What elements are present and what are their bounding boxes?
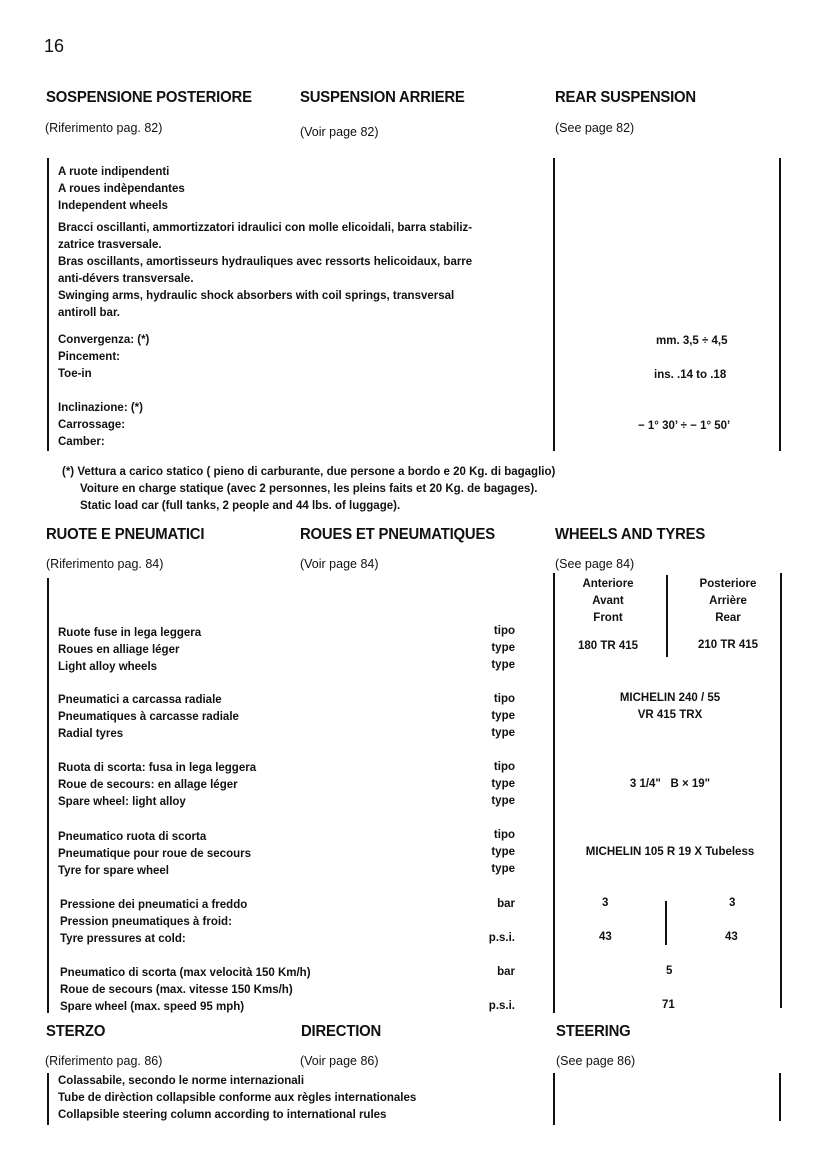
rear-wheel-value: 210 TR 415 xyxy=(697,639,759,651)
row-label: Pneumatici a carcassa radiale xyxy=(58,694,222,706)
row-label: Roues en alliage léger xyxy=(58,644,180,656)
toe-mm: mm. 3,5 ÷ 4,5 xyxy=(656,335,728,347)
heading-steering: STEERING xyxy=(556,1023,631,1040)
desc-line: anti-dévers transversale. xyxy=(58,273,194,285)
ref-fr: (Voir page 82) xyxy=(300,125,379,139)
toe-labels xyxy=(58,332,149,383)
rule-right xyxy=(779,1073,781,1121)
rule-left xyxy=(47,158,49,451)
front-header-line: Avant xyxy=(592,595,624,607)
desc-line: antiroll bar. xyxy=(58,307,120,319)
steering-line: Tube de dirèction collapsible conforme aux règles internationales xyxy=(58,1092,417,1104)
row-unit: bar xyxy=(497,966,515,978)
row-unit: p.s.i. xyxy=(488,932,515,944)
row-label: Tyre for spare wheel xyxy=(58,865,169,877)
row-unit: type xyxy=(491,846,515,858)
toe-label: Convergenza: (*) xyxy=(58,334,150,346)
rear-header-line: Rear xyxy=(715,612,741,624)
heading-wheels-and-tyres: WHEELS AND TYRES xyxy=(555,526,706,543)
ref-it: (Riferimento pag. 82) xyxy=(45,121,163,135)
row-unit: bar xyxy=(497,898,515,910)
desc-line: Swinging arms, hydraulic shock absorbers with coil springs, transversal xyxy=(58,290,455,302)
toe-label: Pincement: xyxy=(58,351,120,363)
desc-lines xyxy=(58,220,472,322)
spare-pressure-psi: 71 xyxy=(662,999,675,1011)
row-unit: type xyxy=(491,795,515,807)
spare-pressure-bar: 5 xyxy=(666,965,673,977)
heading-suspension-arriere: SUSPENSION ARRIERE xyxy=(300,89,465,106)
footnote-line: (*) Vettura a carico statico ( pieno di carburante, due persone a bordo e 20 Kg. di bagaglio) xyxy=(62,466,556,478)
row-labels xyxy=(58,829,251,880)
row-label: Radial tyres xyxy=(58,728,124,740)
row-label: Pression pneumatiques à froid: xyxy=(60,916,232,928)
desc-line: Bras oscillants, amortisseurs hydrauliques avec ressorts helicoidaux, barre xyxy=(58,256,473,268)
row-units xyxy=(470,827,515,878)
type-line: Independent wheels xyxy=(58,200,168,212)
row-unit: type xyxy=(491,659,515,671)
rule-right xyxy=(779,158,781,451)
rear-header-line: Arrière xyxy=(709,595,747,607)
rear-pressure-bar: 3 xyxy=(729,897,736,909)
heading-direction: DIRECTION xyxy=(301,1023,382,1040)
ref-it: (Riferimento pag. 84) xyxy=(46,557,164,571)
row-label: Pressione dei pneumatici a freddo xyxy=(60,899,248,911)
front-wheel-value: 180 TR 415 xyxy=(577,640,639,652)
rear-pressure-psi: 43 xyxy=(725,931,738,943)
row-label: Ruota di scorta: fusa in lega leggera xyxy=(58,762,257,774)
desc-line: zatrice trasversale. xyxy=(58,239,162,251)
row-unit: tipo xyxy=(493,693,515,705)
rule-left xyxy=(47,578,49,1013)
desc-line: Bracci oscillanti, ammortizzatori idraulici con molle elicoidali, barra stabiliz- xyxy=(58,222,473,234)
row-label: Spare wheel (max. speed 95 mph) xyxy=(60,1001,245,1013)
row-label: Pneumatique pour roue de secours xyxy=(58,848,251,860)
steering-lines xyxy=(58,1073,416,1124)
ref-en: (See page 84) xyxy=(555,557,635,571)
ref-en: (See page 86) xyxy=(556,1054,636,1068)
row-label: Pneumatiques à carcasse radiale xyxy=(58,711,239,723)
row-label: Pneumatico di scorta (max velocità 150 Km/h) xyxy=(60,967,311,979)
heading-roues-et-pneumatiques: ROUES ET PNEUMATIQUES xyxy=(300,526,495,543)
row-labels xyxy=(58,760,256,811)
type-lines xyxy=(58,164,185,215)
type-line: A ruote indipendenti xyxy=(58,166,170,178)
row-label: Tyre pressures at cold: xyxy=(60,933,186,945)
front-header xyxy=(556,576,660,627)
camber-label: Camber: xyxy=(58,436,105,448)
column-divider xyxy=(666,575,668,657)
row-unit: tipo xyxy=(493,829,515,841)
rule-mid xyxy=(553,1073,555,1125)
heading-sterzo: STERZO xyxy=(46,1023,106,1040)
ref-it: (Riferimento pag. 86) xyxy=(45,1054,163,1068)
type-line: A roues indèpendantes xyxy=(58,183,185,195)
row-labels xyxy=(58,625,201,676)
steering-line: Colassabile, secondo le norme internazionali xyxy=(58,1075,305,1087)
row-unit: type xyxy=(491,778,515,790)
front-pressure-psi: 43 xyxy=(599,931,612,943)
rear-header-line: Posteriore xyxy=(699,578,757,590)
row-units xyxy=(470,623,515,674)
ref-en: (See page 82) xyxy=(555,121,635,135)
row-label: Roue de secours: en allage léger xyxy=(58,779,238,791)
front-header-line: Front xyxy=(593,612,623,624)
spare-tyre-value: MICHELIN 105 R 19 X Tubeless xyxy=(585,846,755,858)
radial-tyre-line: MICHELIN 240 / 55 xyxy=(619,692,721,704)
front-header-line: Anteriore xyxy=(582,578,634,590)
row-unit: type xyxy=(491,863,515,875)
ref-fr: (Voir page 86) xyxy=(300,1054,379,1068)
footnote-line: Static load car (full tanks, 2 people and 44 lbs. of luggage). xyxy=(80,500,401,512)
row-label: Pneumatico ruota di scorta xyxy=(58,831,207,843)
footnote-line: Voiture en charge statique (avec 2 personnes, les pleins faits et 20 Kg. de bagages). xyxy=(80,483,538,495)
rear-header xyxy=(672,576,784,627)
row-labels xyxy=(58,692,239,743)
spare-wheel-value: 3 1/4" B × 19" xyxy=(629,778,711,790)
row-unit: tipo xyxy=(493,625,515,637)
row-label: Spare wheel: light alloy xyxy=(58,796,186,808)
toe-label: Toe-in xyxy=(58,368,92,380)
row-label: Light alloy wheels xyxy=(58,661,158,673)
steering-line: Collapsible steering column according to international rules xyxy=(58,1109,387,1121)
row-unit: tipo xyxy=(493,761,515,773)
column-divider xyxy=(665,901,667,945)
row-labels xyxy=(60,965,311,1016)
camber-label: Inclinazione: (*) xyxy=(58,402,143,414)
heading-ruote-e-pneumatici: RUOTE E PNEUMATICI xyxy=(46,526,205,543)
camber-labels xyxy=(58,400,143,451)
camber-value: − 1° 30’ ÷ − 1° 50’ xyxy=(638,420,731,432)
row-label: Ruote fuse in lega leggera xyxy=(58,627,202,639)
camber-label: Carrossage: xyxy=(58,419,126,431)
rule-mid xyxy=(553,573,555,1013)
row-unit: type xyxy=(491,727,515,739)
radial-tyre-line: VR 415 TRX xyxy=(637,709,703,721)
ref-fr: (Voir page 84) xyxy=(300,557,379,571)
row-labels xyxy=(60,897,247,948)
row-unit: p.s.i. xyxy=(488,1000,515,1012)
radial-tyre-value xyxy=(556,690,784,724)
heading-rear-suspension: REAR SUSPENSION xyxy=(555,89,696,106)
heading-sospensione-posteriore: SOSPENSIONE POSTERIORE xyxy=(46,89,252,106)
row-units xyxy=(470,691,515,742)
row-unit: type xyxy=(491,642,515,654)
rule-left xyxy=(47,1073,49,1125)
rule-mid xyxy=(553,158,555,451)
toe-ins: ins. .14 to .18 xyxy=(654,369,727,381)
row-units xyxy=(470,759,515,810)
row-label: Roue de secours (max. vitesse 150 Kms/h) xyxy=(60,984,293,996)
footnote xyxy=(62,464,555,515)
front-pressure-bar: 3 xyxy=(602,897,609,909)
row-unit: type xyxy=(491,710,515,722)
page-number: 16 xyxy=(44,36,65,56)
